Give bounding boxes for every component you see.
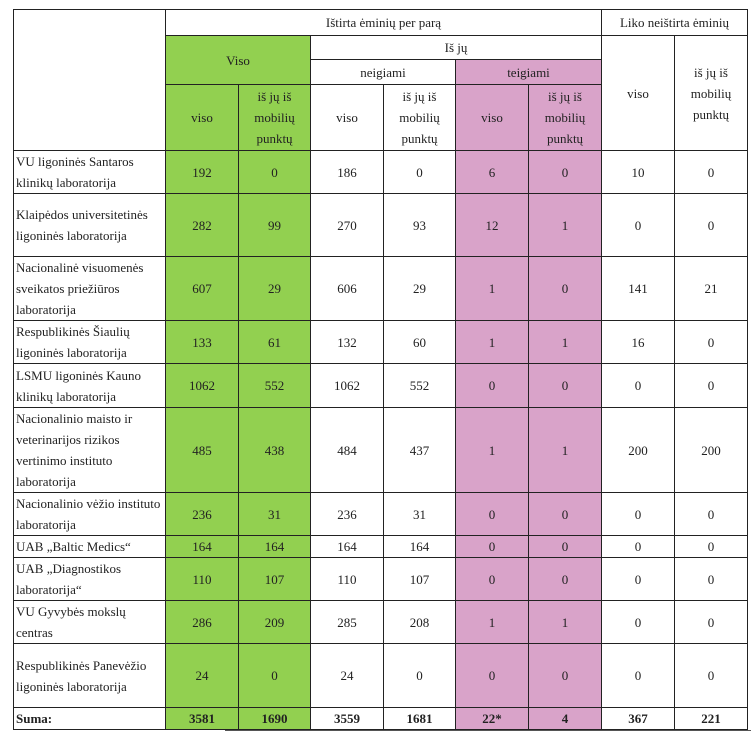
lab-name: VU Gyvybės mokslų centras [14, 601, 166, 644]
table-cell: 12 [456, 194, 529, 257]
header-negative-all: viso [311, 85, 384, 151]
table-cell: 0 [529, 364, 602, 408]
table-cell: 236 [311, 493, 384, 536]
table-cell: 0 [529, 558, 602, 601]
table-cell: 133 [166, 321, 239, 364]
table-cell: 0 [675, 536, 748, 558]
table-cell: 0 [456, 558, 529, 601]
table-cell: 0 [456, 536, 529, 558]
table-cell: 0 [529, 151, 602, 194]
table-cell: 0 [602, 493, 675, 536]
table-cell: 192 [166, 151, 239, 194]
table-cell: 485 [166, 408, 239, 493]
sum-cell: 367 [602, 708, 675, 730]
table-cell: 0 [602, 601, 675, 644]
table-row [14, 558, 748, 601]
header-of-them: Iš jų [311, 36, 602, 60]
table-cell: 0 [529, 257, 602, 321]
table-cell: 21 [675, 257, 748, 321]
table-cell: 0 [675, 493, 748, 536]
table-cell: 0 [675, 364, 748, 408]
lab-name: LSMU ligoninės Kauno klinikų laboratorija [14, 364, 166, 408]
table-cell: 0 [529, 536, 602, 558]
header-total-mobile: iš jų iš mobilių punktų [239, 85, 311, 151]
lab-name: Nacionalinio vėžio instituto laboratorija [14, 493, 166, 536]
table-cell: 31 [384, 493, 456, 536]
table-cell: 0 [456, 364, 529, 408]
table-cell: 0 [456, 644, 529, 708]
table-row [14, 644, 748, 708]
table-cell: 93 [384, 194, 456, 257]
table-cell: 132 [311, 321, 384, 364]
table-cell: 552 [239, 364, 311, 408]
table-cell: 0 [602, 558, 675, 601]
table-cell: 110 [166, 558, 239, 601]
table-cell: 99 [239, 194, 311, 257]
sum-cell: 1681 [384, 708, 456, 730]
table-row [14, 408, 748, 493]
table-cell: 0 [675, 151, 748, 194]
table-cell: 0 [456, 493, 529, 536]
sum-cell: 4 [529, 708, 602, 730]
lab-name: UAB „Baltic Medics“ [14, 536, 166, 558]
table-row [14, 257, 748, 321]
table-cell: 0 [675, 558, 748, 601]
table-cell: 164 [239, 536, 311, 558]
header-total-all: viso [166, 85, 239, 151]
table-row [14, 151, 748, 194]
table-cell: 164 [384, 536, 456, 558]
lab-name: Respublikinės Šiaulių ligoninės laboratorija [14, 321, 166, 364]
header-total: Viso [166, 36, 311, 85]
table-cell: 0 [675, 321, 748, 364]
table-cell: 0 [602, 644, 675, 708]
sum-cell: 3581 [166, 708, 239, 730]
table-cell: 1062 [166, 364, 239, 408]
table-cell: 1 [529, 194, 602, 257]
table-cell: 1 [456, 321, 529, 364]
table-cell: 0 [675, 644, 748, 708]
header-positive: teigiami [456, 60, 602, 85]
table-row [14, 321, 748, 364]
table-cell: 1 [529, 601, 602, 644]
lab-name: Nacionalinė visuomenės sveikatos priežiūros laboratorija [14, 257, 166, 321]
table-cell: 484 [311, 408, 384, 493]
table-row [14, 601, 748, 644]
table-cell: 10 [602, 151, 675, 194]
table-cell: 16 [602, 321, 675, 364]
table-cell: 29 [384, 257, 456, 321]
table-cell: 209 [239, 601, 311, 644]
table-cell: 164 [166, 536, 239, 558]
sum-cell: 3559 [311, 708, 384, 730]
header-remaining-total: viso [602, 36, 675, 151]
table-cell: 0 [675, 194, 748, 257]
lab-name: Nacionalinio maisto ir veterinarijos rizikos vertinimo instituto laboratorija [14, 408, 166, 493]
table-cell: 1 [529, 321, 602, 364]
table-cell: 437 [384, 408, 456, 493]
table-cell: 552 [384, 364, 456, 408]
table-cell: 1 [456, 257, 529, 321]
table-cell: 24 [311, 644, 384, 708]
sum-cell: 221 [675, 708, 748, 730]
table-cell: 438 [239, 408, 311, 493]
table-cell: 164 [311, 536, 384, 558]
table-cell: 0 [602, 364, 675, 408]
table-cell: 0 [384, 151, 456, 194]
table-cell: 110 [311, 558, 384, 601]
table-cell: 186 [311, 151, 384, 194]
table-cell: 0 [675, 601, 748, 644]
page-divider [225, 730, 751, 731]
table-cell: 107 [239, 558, 311, 601]
table-cell: 29 [239, 257, 311, 321]
table-cell: 0 [602, 536, 675, 558]
table-cell: 606 [311, 257, 384, 321]
lab-name: VU ligoninės Santaros klinikų laboratorija [14, 151, 166, 194]
table-cell: 141 [602, 257, 675, 321]
table-cell: 0 [384, 644, 456, 708]
sum-cell: 1690 [239, 708, 311, 730]
table-cell: 270 [311, 194, 384, 257]
table-cell: 107 [384, 558, 456, 601]
table-cell: 208 [384, 601, 456, 644]
table-cell: 0 [239, 151, 311, 194]
header-tested-per-day: Ištirta ėminių per parą [166, 10, 602, 36]
table-cell: 61 [239, 321, 311, 364]
header-remaining-mobile: iš jų iš mobilių punktų [675, 36, 748, 151]
table-cell: 236 [166, 493, 239, 536]
table-cell: 24 [166, 644, 239, 708]
table-cell: 1062 [311, 364, 384, 408]
lab-name: Respublikinės Panevėžio ligoninės laboratorija [14, 644, 166, 708]
header-negative-mobile: iš jų iš mobilių punktų [384, 85, 456, 151]
table-cell: 60 [384, 321, 456, 364]
table-cell: 607 [166, 257, 239, 321]
table-cell: 31 [239, 493, 311, 536]
table-cell: 1 [456, 408, 529, 493]
covid-tests-table [13, 9, 748, 730]
header-positive-all: viso [456, 85, 529, 151]
header-negative: neigiami [311, 60, 456, 85]
lab-name: Klaipėdos universitetinės ligoninės laboratorija [14, 194, 166, 257]
table-cell: 200 [675, 408, 748, 493]
corner-cell [14, 10, 166, 151]
table-cell: 0 [239, 644, 311, 708]
table-cell: 0 [602, 194, 675, 257]
table-row [14, 536, 748, 558]
header-remaining-untested: Liko neištirta ėminių [602, 10, 748, 36]
table-cell: 1 [529, 408, 602, 493]
table-cell: 200 [602, 408, 675, 493]
table-row [14, 364, 748, 408]
table-row [14, 194, 748, 257]
table-row [14, 493, 748, 536]
table-cell: 286 [166, 601, 239, 644]
sum-cell: 22* [456, 708, 529, 730]
sum-label: Suma: [14, 708, 166, 730]
table-cell: 0 [529, 493, 602, 536]
header-positive-mobile: iš jų iš mobilių punktų [529, 85, 602, 151]
lab-name: UAB „Diagnostikos laboratorija“ [14, 558, 166, 601]
table-cell: 6 [456, 151, 529, 194]
table-cell: 1 [456, 601, 529, 644]
table-cell: 0 [529, 644, 602, 708]
table-cell: 285 [311, 601, 384, 644]
table-cell: 282 [166, 194, 239, 257]
